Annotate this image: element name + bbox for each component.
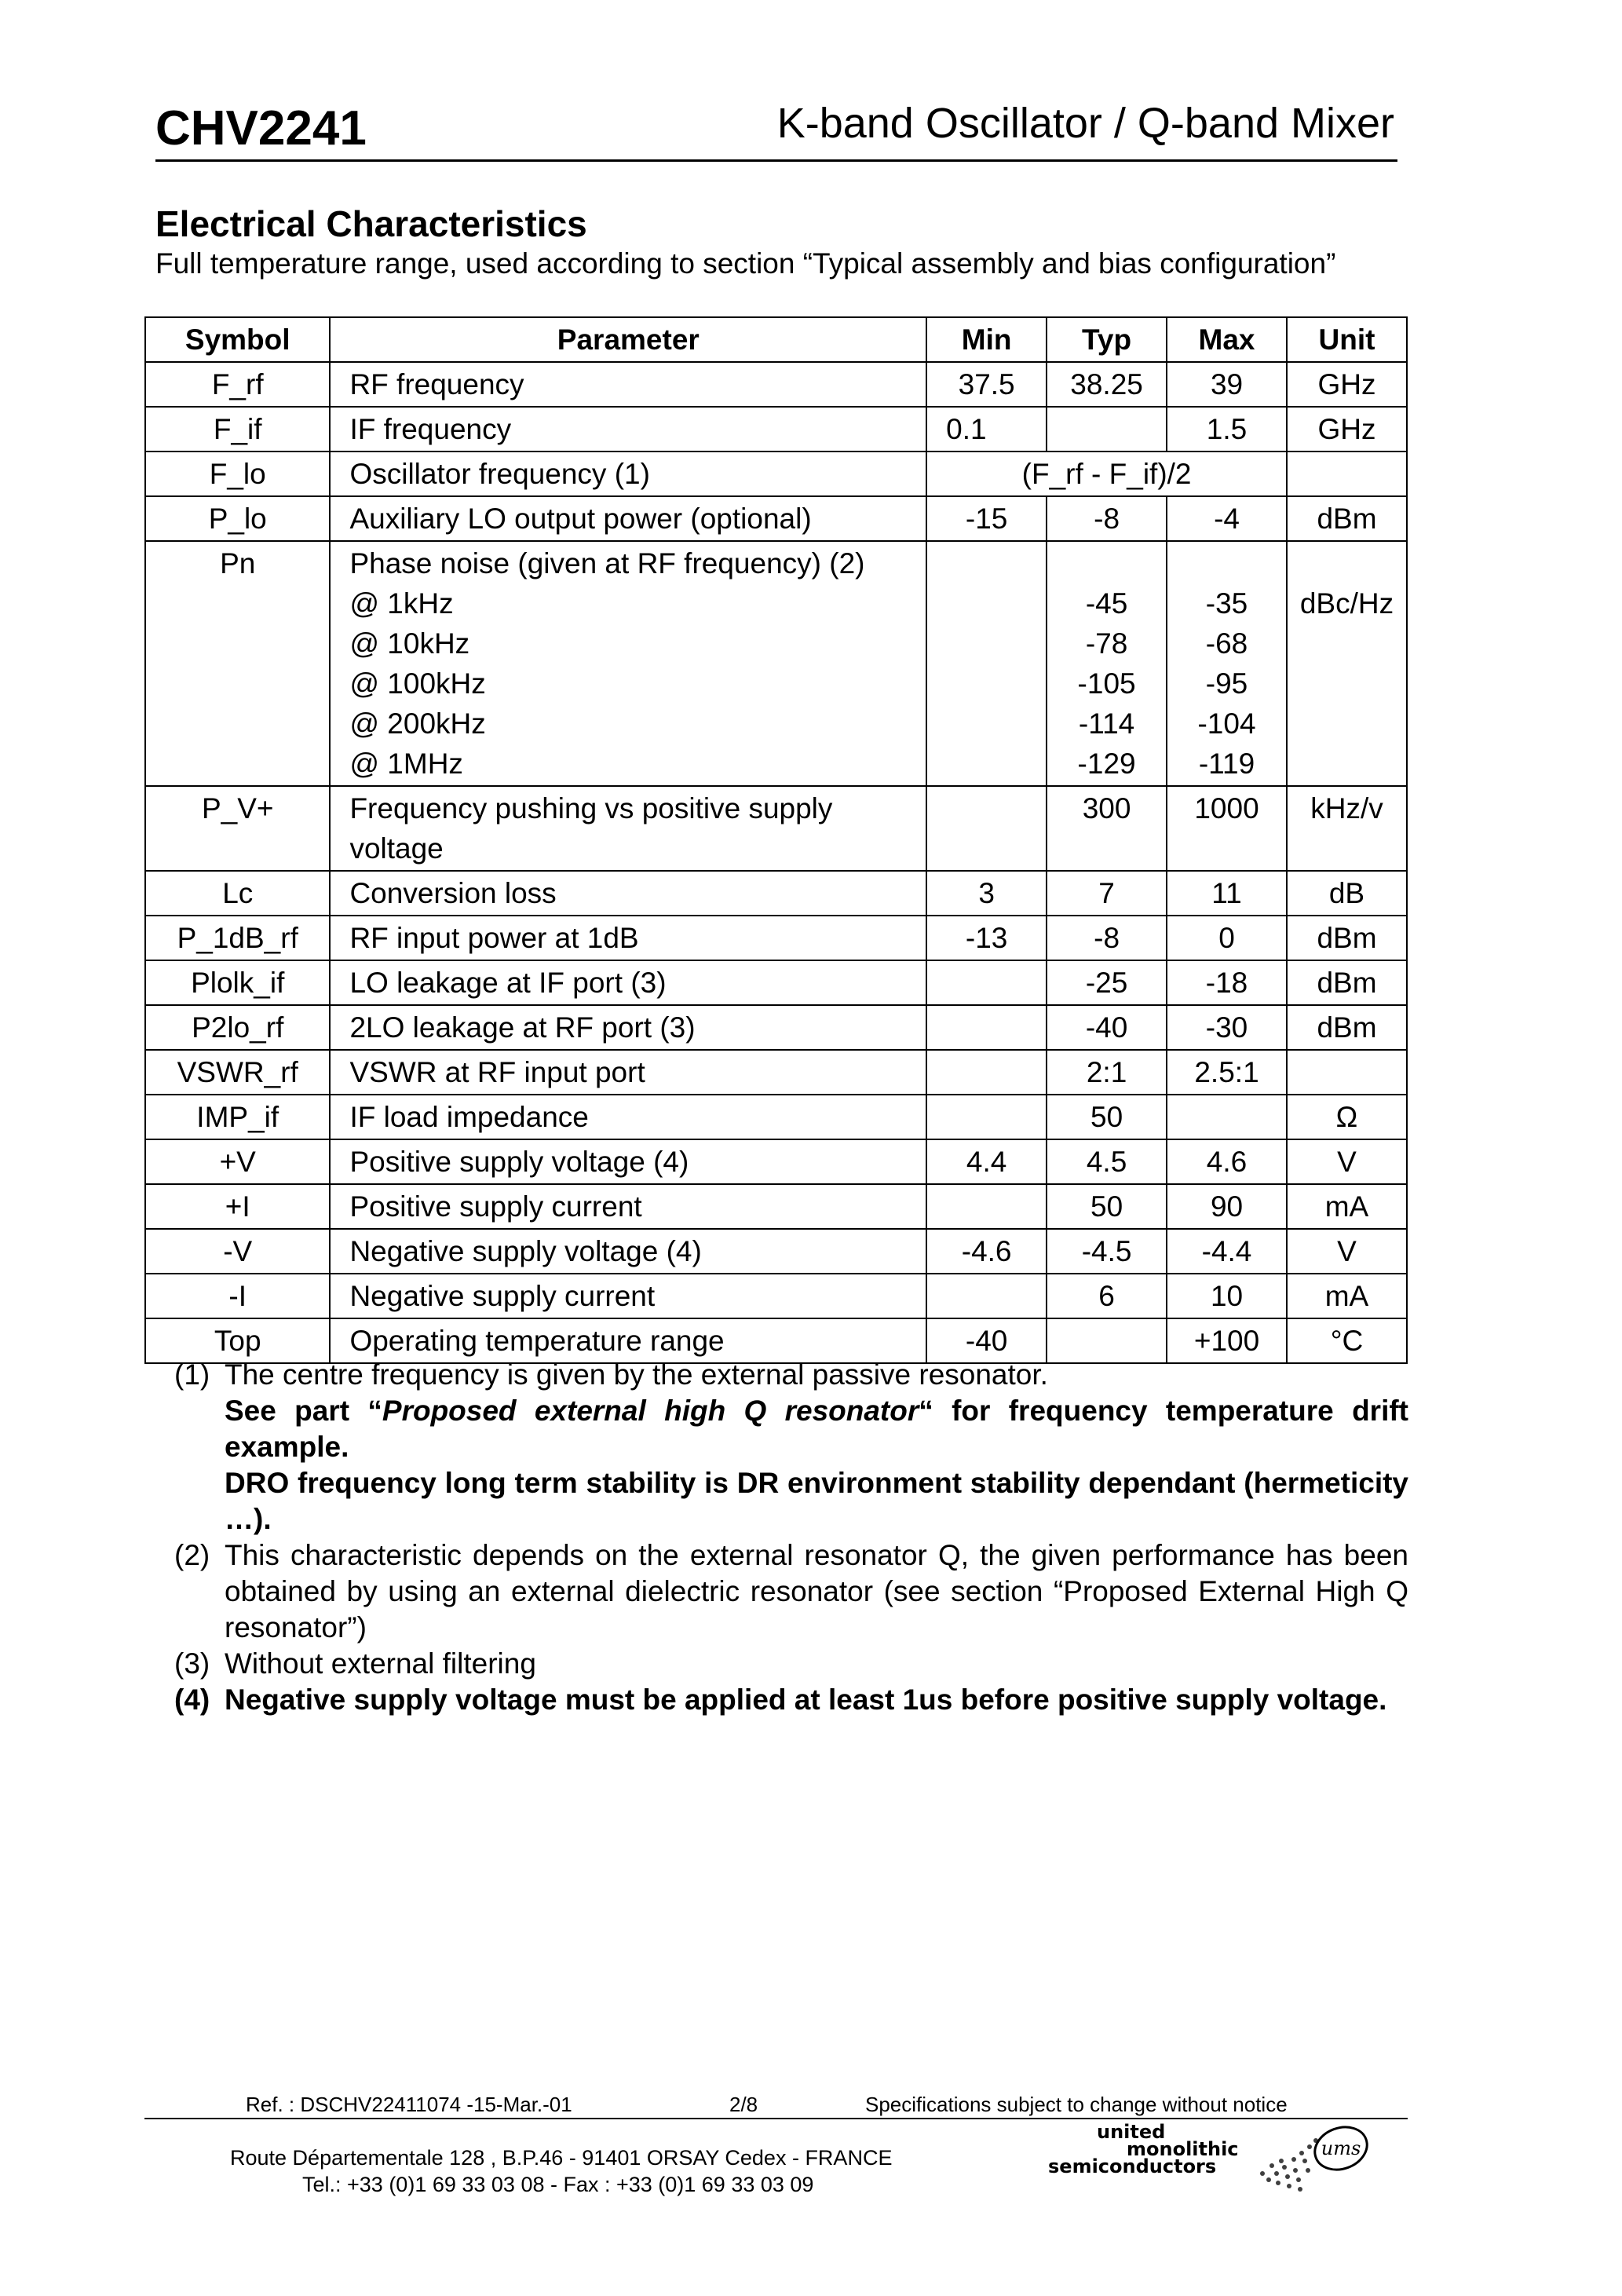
- cell-min: [926, 786, 1047, 871]
- cell-unit: V: [1287, 1139, 1407, 1184]
- offset-label: @ 100kHz: [349, 667, 486, 700]
- cell-min: [926, 1274, 1047, 1318]
- cell-parameter: [330, 541, 926, 786]
- table-row: [145, 1229, 1407, 1274]
- cell-symbol: IMP_if: [145, 1095, 330, 1139]
- table-row: [145, 362, 1407, 407]
- cell-min: -40: [926, 1318, 1047, 1363]
- cell-max: [1167, 1095, 1287, 1139]
- cell-parameter: Frequency pushing vs positive supply voltage: [330, 786, 926, 871]
- offset-label: @ 1MHz: [349, 748, 463, 780]
- offset-label: @ 1kHz: [349, 587, 454, 620]
- logo-dots-icon: [1260, 2138, 1318, 2192]
- cell-min: -4.6: [926, 1229, 1047, 1274]
- table-row: [145, 1050, 1407, 1095]
- cell-max: -4: [1167, 496, 1287, 541]
- cell-unit: dBm: [1287, 916, 1407, 960]
- company-logo-text: [1048, 2123, 1239, 2175]
- table-row: [145, 916, 1407, 960]
- cell-parameter: RF frequency: [330, 362, 926, 407]
- table-row: [145, 452, 1407, 496]
- footnote-2: [174, 1537, 1408, 1646]
- cell-symbol: Top: [145, 1318, 330, 1363]
- phase-noise-label: Phase noise (given at RF frequency) (2): [349, 547, 865, 579]
- footnote-number: (2): [174, 1539, 210, 1571]
- cell-parameter: IF load impedance: [330, 1095, 926, 1139]
- cell-typ: -8: [1047, 496, 1167, 541]
- cell-symbol: -V: [145, 1229, 330, 1274]
- cell-parameter: 2LO leakage at RF port (3): [330, 1005, 926, 1050]
- cell-unit: mA: [1287, 1274, 1407, 1318]
- cell-symbol: P2lo_rf: [145, 1005, 330, 1050]
- cell-min: 0.1: [926, 407, 1047, 452]
- cell-symbol: Plolk_if: [145, 960, 330, 1005]
- cell-typ: 38.25: [1047, 362, 1167, 407]
- phase-noise-typ: -129: [1077, 748, 1136, 780]
- cell-max: 39: [1167, 362, 1287, 407]
- cell-unit: V: [1287, 1229, 1407, 1274]
- cell-typ: -40: [1047, 1005, 1167, 1050]
- phase-noise-max: -104: [1197, 707, 1256, 740]
- table-row: [145, 1274, 1407, 1318]
- footer-divider: [144, 2118, 1408, 2119]
- cell-parameter: Operating temperature range: [330, 1318, 926, 1363]
- section-subtitle: Full temperature range, used according to section “Typical assembly and bias configuration”: [155, 247, 1336, 280]
- footer-notice: Specifications subject to change without notice: [865, 2093, 1288, 2116]
- cell-max: -4.4: [1167, 1229, 1287, 1274]
- document-subtitle: K-band Oscillator / Q-band Mixer: [776, 100, 1394, 147]
- header-min: Min: [926, 317, 1047, 362]
- footer-phone: Tel.: +33 (0)1 69 33 03 08 - Fax : +33 (0)1 69 33 03 09: [302, 2173, 814, 2196]
- cell-max: 0: [1167, 916, 1287, 960]
- offset-label: @ 200kHz: [349, 707, 486, 740]
- cell-unit: GHz: [1287, 362, 1407, 407]
- cell-unit: [1287, 452, 1407, 496]
- cell-unit: °C: [1287, 1318, 1407, 1363]
- cell-typ: 300: [1047, 786, 1167, 871]
- footnotes: [174, 1357, 1408, 1718]
- electrical-characteristics-table: [144, 316, 1408, 1364]
- cell-parameter: Oscillator frequency (1): [330, 452, 926, 496]
- footnote-4: [174, 1682, 1408, 1718]
- cell-unit: [1287, 541, 1407, 786]
- footnote-bold-warning: DRO frequency long term stability is DR environment stability dependant (hermeticity …).: [225, 1467, 1408, 1535]
- cell-unit: Ω: [1287, 1095, 1407, 1139]
- cell-symbol: VSWR_rf: [145, 1050, 330, 1095]
- phase-noise-typ: -114: [1078, 707, 1135, 740]
- cell-typ: 2:1: [1047, 1050, 1167, 1095]
- header-divider: [155, 159, 1397, 162]
- cell-typ: 50: [1047, 1095, 1167, 1139]
- logo-line: united: [1097, 2121, 1166, 2143]
- table-row: [145, 960, 1407, 1005]
- phase-noise-max: -68: [1205, 627, 1248, 660]
- cell-parameter: Negative supply voltage (4): [330, 1229, 926, 1274]
- phase-noise-typ: -45: [1085, 587, 1128, 620]
- cell-typ: [1047, 407, 1167, 452]
- cell-symbol: +V: [145, 1139, 330, 1184]
- cell-parameter: VSWR at RF input port: [330, 1050, 926, 1095]
- footnote-text: The centre frequency is given by the external passive resonator.: [225, 1358, 1048, 1391]
- table-row: [145, 1139, 1407, 1184]
- cell-symbol: F_rf: [145, 362, 330, 407]
- phase-noise-max: -119: [1198, 748, 1255, 780]
- cell-span-formula: (F_rf - F_if)/2: [926, 452, 1287, 496]
- cell-max: 90: [1167, 1184, 1287, 1229]
- cell-symbol: +I: [145, 1184, 330, 1229]
- cell-max: 4.6: [1167, 1139, 1287, 1184]
- cell-symbol: P_1dB_rf: [145, 916, 330, 960]
- cell-max: 1000: [1167, 786, 1287, 871]
- cell-parameter: IF frequency: [330, 407, 926, 452]
- cell-min: -13: [926, 916, 1047, 960]
- cell-min: [926, 1050, 1047, 1095]
- cell-symbol: P_V+: [145, 786, 330, 871]
- cell-symbol: F_lo: [145, 452, 330, 496]
- footnote-number: (3): [174, 1647, 210, 1680]
- offset-label: @ 10kHz: [349, 627, 470, 660]
- table-row: [145, 1095, 1407, 1139]
- cell-max: [1167, 541, 1287, 786]
- ums-logo-icon: [1255, 2115, 1372, 2194]
- cell-unit: dBm: [1287, 960, 1407, 1005]
- cell-max: -18: [1167, 960, 1287, 1005]
- header-unit: Unit: [1287, 317, 1407, 362]
- cell-unit: dBm: [1287, 496, 1407, 541]
- phase-noise-max: -35: [1205, 587, 1248, 620]
- cell-parameter: RF input power at 1dB: [330, 916, 926, 960]
- header-symbol: Symbol: [145, 317, 330, 362]
- cell-max: +100: [1167, 1318, 1287, 1363]
- footnote-number: (1): [174, 1358, 210, 1391]
- cell-max: -30: [1167, 1005, 1287, 1050]
- cell-parameter: LO leakage at IF port (3): [330, 960, 926, 1005]
- cell-parameter: Positive supply voltage (4): [330, 1139, 926, 1184]
- phase-noise-typ: -105: [1077, 667, 1136, 700]
- cell-min: [926, 541, 1047, 786]
- cell-min: 3: [926, 871, 1047, 916]
- table-row: [145, 1184, 1407, 1229]
- cell-min: [926, 960, 1047, 1005]
- cell-typ: 4.5: [1047, 1139, 1167, 1184]
- cell-unit: dB: [1287, 871, 1407, 916]
- footnote-text: Without external filtering: [225, 1647, 536, 1680]
- cell-symbol: F_if: [145, 407, 330, 452]
- cell-min: [926, 1095, 1047, 1139]
- cell-unit: kHz/v: [1287, 786, 1407, 871]
- cell-max: 10: [1167, 1274, 1287, 1318]
- cell-min: [926, 1005, 1047, 1050]
- table-row: [145, 1005, 1407, 1050]
- table-row: [145, 786, 1407, 871]
- logo-line: semiconductors: [1048, 2155, 1217, 2177]
- cell-unit: GHz: [1287, 407, 1407, 452]
- footnote-1: [174, 1357, 1408, 1537]
- table-row: [145, 541, 1407, 786]
- footnote-text: Negative supply voltage must be applied at least 1us before positive supply voltage.: [225, 1684, 1387, 1716]
- cell-unit: mA: [1287, 1184, 1407, 1229]
- section-title: Electrical Characteristics: [155, 203, 587, 244]
- cell-max: 2.5:1: [1167, 1050, 1287, 1095]
- cell-typ: -4.5: [1047, 1229, 1167, 1274]
- cell-max: 11: [1167, 871, 1287, 916]
- cell-min: 4.4: [926, 1139, 1047, 1184]
- cell-parameter: Positive supply current: [330, 1184, 926, 1229]
- footnote-bold-reference: See part “Proposed external high Q resonator“ for frequency temperature drift example.: [225, 1395, 1408, 1463]
- cell-parameter: Auxiliary LO output power (optional): [330, 496, 926, 541]
- cell-max: 1.5: [1167, 407, 1287, 452]
- cell-typ: 6: [1047, 1274, 1167, 1318]
- table-header-row: [145, 317, 1407, 362]
- cell-min: 37.5: [926, 362, 1047, 407]
- cell-typ: 7: [1047, 871, 1167, 916]
- logo-line: monolithic: [1127, 2138, 1239, 2160]
- table-row: [145, 871, 1407, 916]
- cell-symbol: -I: [145, 1274, 330, 1318]
- header-typ: Typ: [1047, 317, 1167, 362]
- cell-min: [926, 1184, 1047, 1229]
- cell-typ: -25: [1047, 960, 1167, 1005]
- footer-address: Route Départementale 128 , B.P.46 - 91401 ORSAY Cedex - FRANCE: [230, 2146, 893, 2170]
- table-row: [145, 496, 1407, 541]
- cell-symbol: Lc: [145, 871, 330, 916]
- cell-symbol: Pn: [145, 541, 330, 786]
- cell-min: -15: [926, 496, 1047, 541]
- cell-typ: 50: [1047, 1184, 1167, 1229]
- cell-typ: [1047, 541, 1167, 786]
- footnote-3: [174, 1646, 1408, 1682]
- cell-parameter: Negative supply current: [330, 1274, 926, 1318]
- header-max: Max: [1167, 317, 1287, 362]
- footnote-number: (4): [174, 1684, 210, 1716]
- footnote-text: This characteristic depends on the external resonator Q, the given performance has been obtained by using an external dielectric resonator (see section “Proposed External High Q resonator”): [225, 1539, 1408, 1643]
- cell-unit: dBm: [1287, 1005, 1407, 1050]
- phase-noise-typ: -78: [1085, 627, 1128, 660]
- cell-typ: -8: [1047, 916, 1167, 960]
- phase-noise-unit: dBc/Hz: [1299, 587, 1394, 620]
- header-parameter: Parameter: [330, 317, 926, 362]
- footer-page-number: 2/8: [729, 2093, 758, 2116]
- phase-noise-max: -95: [1205, 667, 1248, 700]
- logo-mark-text: ums: [1321, 2137, 1361, 2159]
- cell-symbol: P_lo: [145, 496, 330, 541]
- footer-reference: Ref. : DSCHV22411074 -15-Mar.-01: [246, 2093, 572, 2116]
- cell-unit: [1287, 1050, 1407, 1095]
- document-id: CHV2241: [155, 101, 367, 155]
- cell-parameter: Conversion loss: [330, 871, 926, 916]
- table-row: [145, 407, 1407, 452]
